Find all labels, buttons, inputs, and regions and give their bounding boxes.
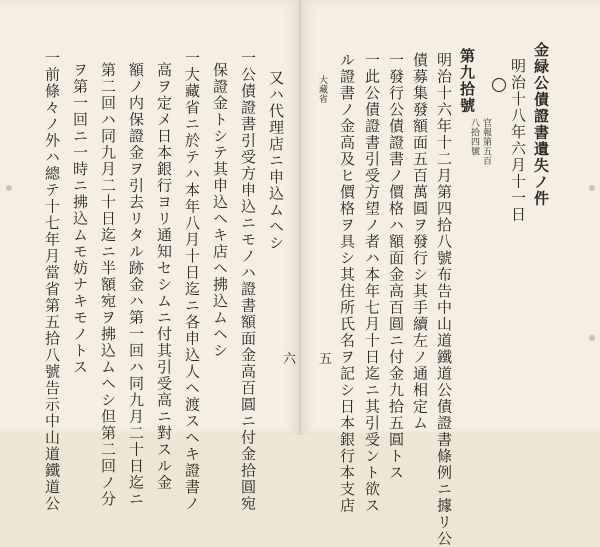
issuing-ministry: 大藏省 — [317, 75, 327, 104]
text-column: 明治十六年十二月第四拾八號布告中山道鐵道公債證書條例ニ據リ公 — [435, 52, 453, 547]
gazette-reference: 八拾四號 — [469, 118, 479, 156]
binding-hole — [589, 335, 595, 341]
document-date: 明治十八年六月十一日 — [509, 58, 527, 223]
left-page — [0, 0, 299, 512]
text-column: 一前條々ノ外ハ總テ十七年月當省第五拾八號告示中山道鐵道公 — [43, 50, 61, 512]
text-column: 一公債證書引受方申込ニモノハ證書額面金高百圓ニ付金拾圓宛 — [239, 50, 257, 512]
page-number: 五 — [319, 352, 333, 367]
text-column: 額ノ内保證金ヲ引去リタル跡金ハ第一回ハ同九月二十日迄ニ — [127, 62, 145, 508]
gazette-reference: 官報第五百 — [481, 118, 491, 166]
document-title: 金緑公債證書遺失ノ件 — [532, 42, 550, 207]
text-column: 第二回ハ同九月二十日迄ニ半額宛ヲ拂込ムヘシ但第二回ノ分 — [99, 62, 117, 508]
right-page — [301, 0, 600, 547]
binding-hole — [6, 185, 12, 191]
text-column: 一發行公債證書ノ價格ハ額面金高百圓ニ付金九拾五圓トス — [387, 52, 405, 481]
text-column: 一大藏省ニ於テハ本年八月十日迄ニ各申込人ヘ渡スヘキ證書ノ — [183, 50, 201, 512]
text-column: 一此公債證書引受方望ノ者ハ本年七月十日迄ニ其引受ント欲ス — [363, 52, 381, 514]
page-number: 六 — [283, 352, 297, 367]
text-column: 債募集發額面五百萬圓ヲ發行シ其手續左ノ通相定ム — [411, 52, 429, 432]
text-column: 高ヲ定メ日本銀行ヨリ通知セシムニ付其引受高ニ對スル金 — [155, 62, 173, 491]
notice-number: 第九拾號 — [458, 48, 476, 114]
text-column: 保證金トシテ其申込ヘキ店ヘ拂込ムヘシ — [211, 62, 229, 359]
text-column: 又ハ代理店ニ申込ムヘシ — [267, 70, 285, 252]
text-column: ル證書ノ金高及ヒ價格ヲ具シ其住所氏名ヲ記シ日本銀行本支店 — [338, 52, 356, 514]
circle-mark — [492, 78, 506, 92]
binding-hole — [589, 185, 595, 191]
text-column: ヲ第一回ニ一時ニ拂込ムモ妨ナキモノトス — [71, 62, 89, 376]
